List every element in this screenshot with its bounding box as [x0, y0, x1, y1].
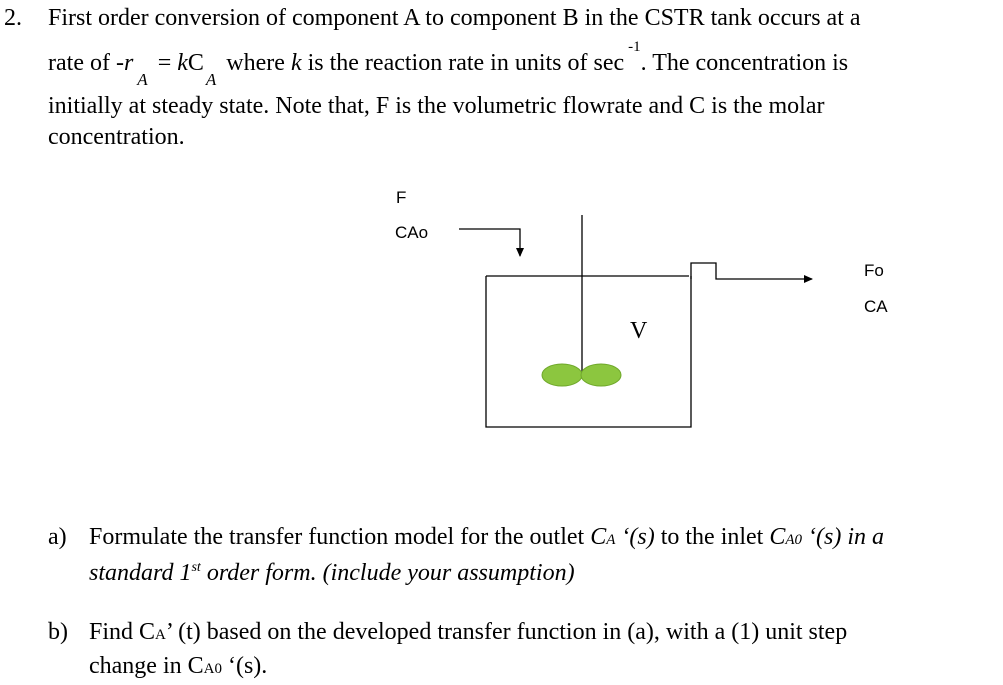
part-b-label: b) — [48, 619, 68, 645]
volume-label: V — [630, 318, 648, 344]
cao-symbol: C — [769, 524, 786, 550]
ca-symbol: C — [590, 524, 607, 550]
units-exponent: -1 — [628, 39, 641, 55]
part-b-text-1: Find C — [89, 619, 156, 645]
part-a-line-2-post: order form. (include your assumption) — [200, 560, 575, 586]
part-b-cao-subscript: A0 — [203, 661, 222, 677]
ordinal-superscript: st — [191, 560, 201, 575]
cao-subscript: A0 — [785, 532, 803, 548]
part-a-line-2-pre: standard 1 — [89, 560, 192, 586]
rate-constant: k — [177, 50, 188, 76]
part-b-line-2 — [89, 654, 267, 678]
question-line-4: concentration. — [48, 124, 185, 150]
inlet-conc-label: CAo — [395, 223, 429, 242]
question-number: 2. — [4, 5, 22, 31]
part-a-line-2 — [89, 561, 575, 585]
conc-symbol: C — [187, 50, 204, 76]
part-a-label: a) — [48, 524, 67, 550]
inlet-pipe — [459, 229, 520, 256]
rate-symbol: r — [123, 50, 134, 76]
tank-outline — [486, 276, 691, 427]
part-b-line-2-post: ‘(s). — [221, 653, 268, 679]
part-a-text-2: to the inlet — [654, 524, 770, 550]
part-a-text-1: Formulate the transfer function model for the outlet — [89, 524, 591, 550]
rate-of-text: rate of - — [48, 50, 124, 76]
impeller-blade-right — [581, 364, 621, 386]
where-text: where — [220, 50, 291, 76]
inlet-flow-label: F — [396, 188, 407, 207]
question-line-3: initially at steady state. Note that, F is the volumetric flowrate and C is the molar — [48, 93, 825, 119]
part-b-line-1 — [89, 620, 847, 644]
part-b-ca-subscript: A — [155, 627, 166, 643]
units-text: is the reaction rate in units of sec — [301, 50, 625, 76]
ca-suffix: ‘(s) — [615, 524, 655, 550]
outlet-pipe — [691, 263, 812, 279]
question-line-1: First order conversion of component A to component B in the CSTR tank occurs at a — [48, 5, 861, 31]
part-a-line-1 — [89, 525, 884, 549]
impeller-blade-left — [542, 364, 582, 386]
ca-subscript: A — [606, 532, 616, 548]
part-b-line-2-pre: change in C — [89, 653, 204, 679]
rate-subscript: A — [137, 70, 148, 89]
conc-subscript: A — [205, 70, 217, 89]
cao-suffix: ‘(s) in a — [802, 524, 885, 550]
question-line-2-rest: . The concentration is — [640, 50, 849, 76]
k-symbol: k — [290, 50, 302, 76]
equals-sign: = — [157, 50, 178, 76]
outlet-conc-label: CA — [864, 297, 888, 316]
outlet-flow-label: Fo — [864, 261, 884, 280]
part-b-text-2: ’ (t) based on the developed transfer function in (a), with a (1) unit step — [165, 619, 848, 645]
